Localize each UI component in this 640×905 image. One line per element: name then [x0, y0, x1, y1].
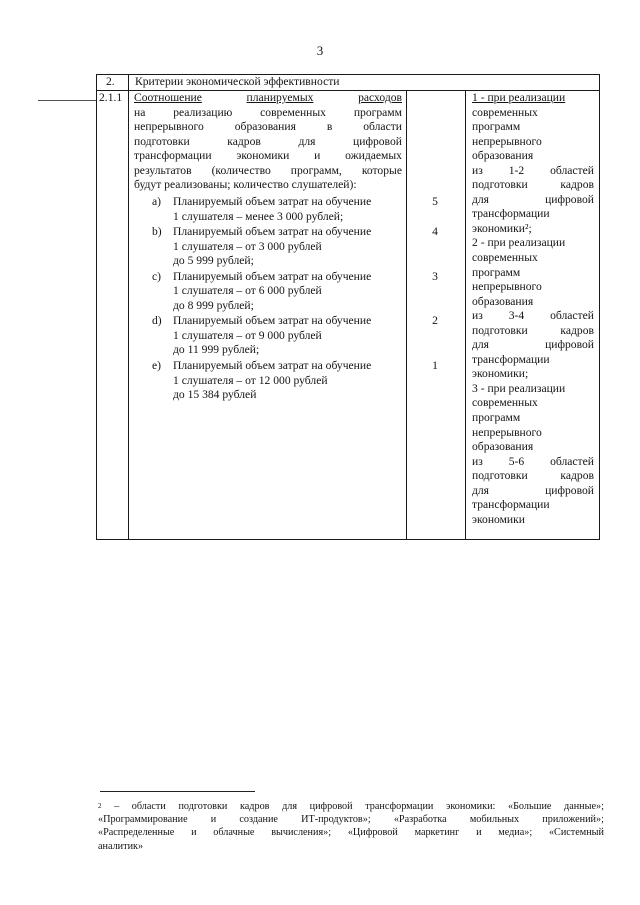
word: экономики	[472, 512, 525, 526]
criterion-line: до 15 384 рублей	[173, 388, 257, 402]
explanation-line	[472, 455, 594, 470]
word: подготовки	[472, 323, 528, 337]
word: трансформации	[472, 498, 550, 512]
section-number: 2.	[106, 75, 115, 88]
word: Соотношение	[134, 91, 202, 104]
table-bottom-border	[96, 539, 600, 540]
criterion-line: до 11 999 рублей;	[173, 343, 260, 357]
explanation-line	[472, 236, 594, 251]
word: экономики²;	[472, 221, 532, 235]
word: образования	[472, 149, 534, 163]
word: трансформации	[472, 207, 550, 221]
criterion-line: 1 слушателя – от 3 000 рублей	[173, 239, 322, 253]
word: ожидаемых	[345, 149, 402, 163]
explanation-line	[472, 222, 594, 237]
page-number: 3	[316, 43, 324, 58]
word: мобильных	[469, 814, 520, 826]
word: создание	[239, 814, 278, 826]
criterion-letter: c)	[152, 269, 162, 283]
explanation-line	[472, 396, 594, 411]
criterion-score: 3	[432, 269, 438, 283]
criteria-list	[152, 195, 402, 404]
word: маркетинг	[414, 827, 460, 839]
footnote-line	[98, 840, 604, 853]
word: областей	[550, 163, 594, 177]
description-line	[134, 91, 402, 106]
word: области	[131, 801, 166, 812]
explanation-line	[472, 411, 594, 426]
criterion-score: 2	[432, 314, 438, 328]
word: в	[326, 120, 333, 134]
word: цифровой	[545, 338, 594, 352]
word: современных	[260, 105, 326, 119]
word: подготовки	[134, 134, 190, 148]
explanation-line	[472, 469, 594, 484]
explanation-line	[472, 251, 594, 266]
criterion-score: 5	[432, 195, 438, 208]
explanation-line	[472, 120, 594, 135]
criterion-item	[152, 225, 402, 269]
explanation-line	[472, 338, 594, 353]
footnote	[98, 800, 604, 853]
description-line	[134, 120, 402, 135]
footnote-line	[98, 826, 604, 839]
footnote-separator	[100, 791, 255, 792]
criterion-line: 1 слушателя – от 9 000 рублей	[173, 328, 322, 342]
table-right-border	[599, 74, 600, 540]
explanation-line	[472, 207, 594, 222]
word: из	[472, 163, 483, 177]
explanation-line	[472, 106, 594, 121]
criterion-line: 1 слушателя – от 6 000 рублей	[173, 284, 322, 298]
column-divider-explanation	[465, 90, 466, 540]
criterion-item	[152, 359, 402, 403]
criterion-line: Планируемый объем затрат на обучение	[173, 269, 372, 283]
criterion-item	[152, 314, 402, 358]
criterion-letter: b)	[152, 225, 162, 239]
word: «Системный	[548, 827, 604, 839]
explanation-line	[472, 513, 594, 528]
word: –	[114, 801, 120, 812]
criterion-line: 1 слушателя – от 12 000 рублей	[173, 373, 328, 387]
word: образования	[472, 440, 534, 454]
word: трансформации	[365, 801, 434, 812]
word: «Распределенные	[98, 827, 175, 839]
explanation-line	[472, 178, 594, 193]
word: цифровой	[309, 801, 353, 812]
explanation-line	[472, 149, 594, 164]
explanation-line	[472, 266, 594, 281]
word: планируемых	[246, 91, 314, 104]
word: результатов	[134, 163, 192, 177]
word: 3-4	[508, 309, 525, 323]
word: данные»;	[564, 801, 604, 812]
explanation-line	[472, 164, 594, 179]
word: кадров	[560, 323, 594, 337]
criterion-letter: d)	[152, 314, 162, 328]
criterion-item	[152, 270, 402, 314]
explanation-line	[472, 382, 594, 397]
word: кадров	[560, 178, 594, 192]
explanation-line	[472, 324, 594, 339]
description-line	[134, 164, 402, 179]
word: цифровой	[545, 483, 594, 497]
word: областей	[550, 454, 594, 468]
explanation-line	[472, 426, 594, 441]
word: приложений»;	[542, 814, 604, 826]
footnote-line	[98, 800, 604, 813]
score-explanation	[472, 91, 594, 527]
word: области	[363, 120, 402, 134]
row-description	[134, 91, 402, 193]
table-left-border	[96, 74, 97, 540]
word: непрерывного	[472, 280, 542, 294]
explanation-line	[472, 498, 594, 513]
word: из	[472, 454, 483, 468]
scan-artifact-line	[38, 100, 96, 101]
word: программ	[353, 105, 402, 119]
section-title: Критерии экономической эффективности	[135, 75, 340, 88]
word: образования	[234, 120, 296, 134]
word: программ,	[290, 163, 342, 177]
description-line	[134, 178, 402, 193]
description-line	[134, 135, 402, 150]
criterion-line: Планируемый объем затрат на обучение	[173, 225, 372, 239]
word: программ	[472, 120, 521, 134]
word: экономики:	[445, 801, 496, 812]
word: 5-6	[508, 454, 525, 468]
word: для	[472, 192, 490, 206]
word: 3 - при реализации	[472, 381, 566, 395]
word: программ	[472, 411, 521, 425]
word: областей	[550, 309, 594, 323]
word: кадров	[239, 801, 270, 812]
word: «Разработка	[393, 814, 447, 826]
word: программ	[472, 265, 521, 279]
word: 1-2	[508, 163, 525, 177]
explanation-line	[472, 193, 594, 208]
criterion-line: до 5 999 рублей;	[173, 254, 254, 268]
word: и	[314, 149, 321, 163]
word: трансформации	[134, 149, 212, 163]
criterion-letter: e)	[152, 359, 162, 373]
criterion-line: Планируемый объем затрат на обучение	[173, 359, 372, 373]
word: и	[476, 827, 482, 839]
word: на	[134, 105, 146, 119]
word: и	[210, 814, 217, 826]
criterion-line: Планируемый объем затрат на обучение	[173, 314, 372, 328]
word: непрерывного	[134, 120, 204, 134]
explanation-line	[472, 484, 594, 499]
row-number: 2.1.1	[99, 91, 123, 104]
explanation-line	[472, 280, 594, 295]
word: для	[298, 134, 316, 148]
word: экономики	[236, 149, 290, 163]
criterion-line: Планируемый объем затрат на обучение	[173, 195, 372, 208]
footnote-mark: 2	[98, 802, 102, 810]
word: кадров	[227, 134, 261, 148]
word: непрерывного	[472, 425, 542, 439]
criterion-item	[152, 195, 402, 224]
word: «Программирование	[98, 814, 188, 826]
word: медиа»;	[498, 827, 533, 839]
word: аналитик»	[98, 840, 144, 852]
word: ИТ-продуктов»;	[301, 814, 371, 826]
word: (количество	[211, 163, 271, 177]
word: 1 - при реализации	[472, 91, 566, 104]
description-line	[134, 149, 402, 164]
word: расходов	[358, 91, 402, 104]
word: «Цифровой	[347, 827, 398, 839]
word: «Большие	[507, 801, 552, 812]
criterion-score: 4	[432, 225, 438, 239]
word: облачные	[213, 827, 255, 839]
word: вычисления»;	[271, 827, 332, 839]
footnote-line	[98, 813, 604, 826]
word: современных	[472, 251, 538, 265]
word: трансформации	[472, 352, 550, 366]
word: подготовки	[178, 801, 228, 812]
explanation-line	[472, 91, 594, 106]
criterion-line: до 8 999 рублей;	[173, 298, 254, 312]
explanation-line	[472, 135, 594, 150]
column-divider-number	[128, 74, 129, 540]
word: образования	[472, 294, 534, 308]
word: современных	[472, 105, 538, 119]
explanation-line	[472, 367, 594, 382]
explanation-line	[472, 295, 594, 310]
word: 2 - при реализации	[472, 236, 566, 250]
word: будут реализованы; количество слушателей):	[134, 178, 357, 192]
word: цифровой	[353, 134, 402, 148]
column-divider-score	[406, 90, 407, 540]
word: кадров	[560, 469, 594, 483]
word: цифровой	[545, 192, 594, 206]
word: экономики;	[472, 367, 529, 381]
word: подготовки	[472, 469, 528, 483]
explanation-line	[472, 309, 594, 324]
word: реализацию	[173, 105, 233, 119]
word: и	[191, 827, 197, 839]
explanation-line	[472, 440, 594, 455]
word: для	[472, 338, 490, 352]
word: непрерывного	[472, 134, 542, 148]
criterion-letter: a)	[152, 195, 162, 208]
description-line	[134, 106, 402, 121]
criterion-line: 1 слушателя – менее 3 000 рублей;	[173, 209, 344, 223]
word: современных	[472, 396, 538, 410]
word: которые	[361, 163, 402, 177]
criterion-score: 1	[432, 359, 438, 373]
explanation-line	[472, 353, 594, 368]
word: из	[472, 309, 483, 323]
word: для	[282, 801, 298, 812]
word: подготовки	[472, 178, 528, 192]
word: для	[472, 483, 490, 497]
